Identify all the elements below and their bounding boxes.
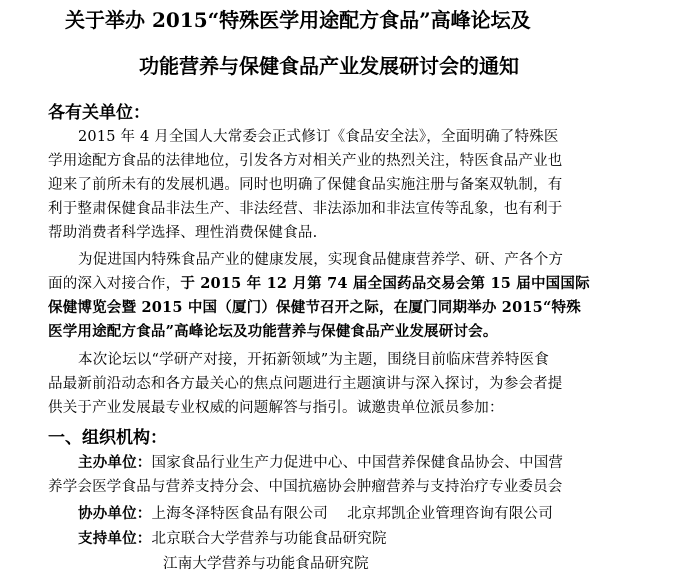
organizer-value: 国家食品行业生产力促进中心、中国营养保健食品协会、中国营 [151,455,564,471]
coorganizer-line [78,502,553,523]
supporter-line-1 [78,527,387,548]
para1-line-1: 2015 年 4 月全国人大常委会正式修订《食品安全法》，全面明确了特殊医 [78,129,559,145]
para1-line-3: 迎来了前所未有的发展机遇。同时也明确了保健食品实施注册与备案双轨制，有 [48,177,563,193]
coorganizer-label: 协办单位： [78,505,152,522]
organizer-line-1 [78,451,563,472]
coorganizer-value: 上海冬泽特医食品有限公司 北京邦凯企业管理咨询有限公司 [151,506,553,522]
supporter-label: 支持单位： [78,530,152,547]
para1-line-5: 帮助消费者科学选择、理性消费保健食品. [48,225,318,241]
para2-line-3: 保健博览会暨 2015 中国（厦门）保健节召开之际，在厦门同期举办 2015“特殊 [48,299,581,316]
para2-line-2-bold: 于 2015 年 12 月第 74 届全国药品交易会第 15 届中国国际 [180,275,590,292]
title-line-1: 关于举办 2015“特殊医学用途配方食品”高峰论坛及 [65,8,531,32]
supporter-line-2: 江南大学营养与功能食品研究院 [163,556,369,572]
para3-line-1: 本次论坛以“学研产对接，开拓新领域”为主题，围绕目前临床营养特医食 [78,352,549,368]
supporter-value-1: 北京联合大学营养与功能食品研究院 [151,531,387,547]
section-organization-heading: 一、组织机构： [48,428,167,448]
organizer-line-2: 养学会医学食品与营养支持分会、中国抗癌协会肿瘤营养与支持治疗专业委员会 [48,479,563,495]
para2-line-1: 为促进国内特殊食品产业的健康发展，实现食品健康营养学、研、产各个方 [78,252,564,268]
para1-line-4: 利于整肃保健食品非法生产、非法经营、非法添加和非法宣传等乱象，也有利于 [48,201,563,217]
para1-line-2: 学用途配方食品的法律地位，引发各方对相关产业的热烈关注，特医食品产业也 [48,153,563,169]
para3-line-3: 供关于产业发展最专业权威的问题解答与指引。诚邀贵单位派员参加： [48,400,504,416]
para2-line-2 [48,272,590,293]
title-line-2: 功能营养与保健食品产业发展研讨会的通知 [139,54,519,78]
para3-line-2: 品最新前沿动态和各方最关心的焦点问题进行主题演讲与深入探讨，为参会者提 [48,376,563,392]
organizer-label: 主办单位： [78,454,152,471]
para2-line-2-normal: 面的深入对接合作， [48,276,181,292]
salutation: 各有关单位： [48,103,150,123]
para2-line-4: 医学用途配方食品”高峰论坛及功能营养与保健食品产业发展研讨会。 [48,323,498,340]
